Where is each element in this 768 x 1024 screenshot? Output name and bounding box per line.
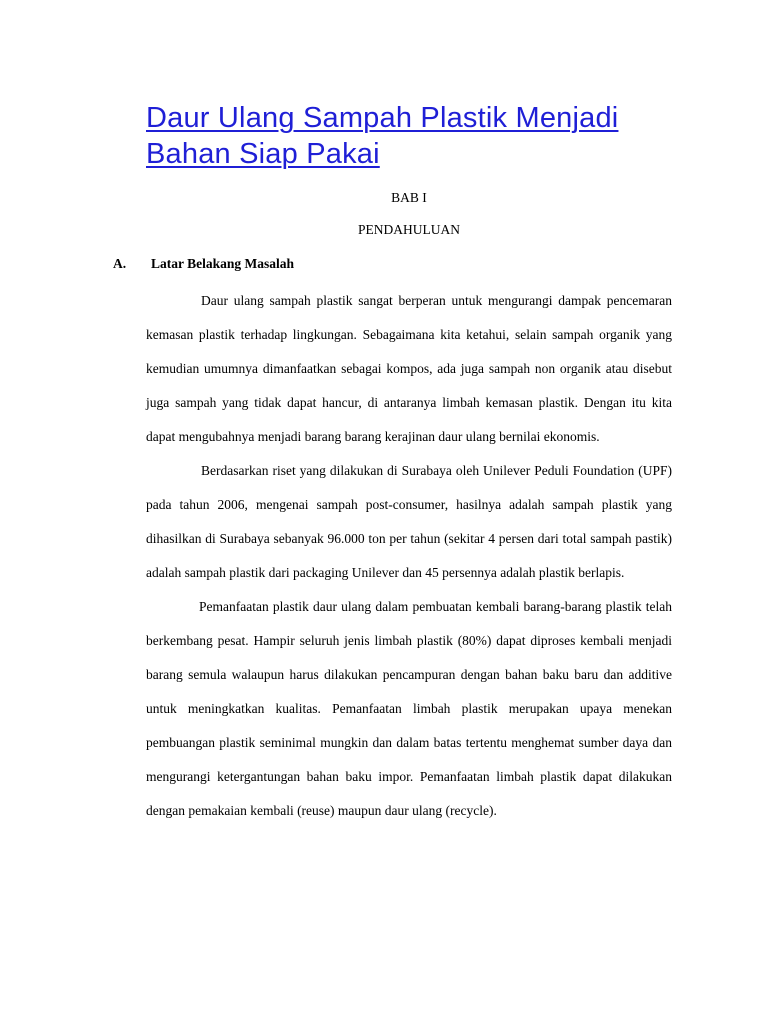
document-title-link[interactable]: Daur Ulang Sampah Plastik Menjadi Bahan Siap Pakai <box>146 102 619 170</box>
paragraph: Daur ulang sampah plastik sangat berperan untuk mengurangi dampak pencemaran kemasan plastik terhadap lingkungan. Sebagaimana kita ketahui, selain sampah organik yang kemudian umumnya dimanfaatkan sebagai kompos, ada juga sampah non organik atau disebut juga sampah yang tidak dapat hancur, di antaranya limbah kemasan plastik. Dengan itu kita dapat mengubahnya menjadi barang barang kerajinan daur ulang bernilai ekonomis. <box>146 293 672 444</box>
section-letter: A. <box>113 256 127 271</box>
section-title: Latar Belakang Masalah <box>151 256 295 271</box>
paragraph: Pemanfaatan plastik daur ulang dalam pembuatan kembali barang-barang plastik telah berkembang pesat. Hampir seluruh jenis limbah plastik (80%) dapat diproses kembali menjadi barang semula walaupun harus dilakukan pencampuran dengan bahan baku baru dan additive untuk meningkatkan kualitas. Pemanfaatan limbah plastik merupakan upaya menekan pembuangan plastik seminimal mungkin dan dalam batas tertentu menghemat sumber daya dan mengurangi ketergantungan bahan baku impor. Pemanfaatan limbah plastik dapat dilakukan dengan pemakaian kembali (reuse) maupun daur ulang (recycle). <box>146 599 672 818</box>
paragraph: Berdasarkan riset yang dilakukan di Surabaya oleh Unilever Peduli Foundation (UPF) pada tahun 2006, mengenai sampah post-consumer, hasilnya adalah sampah plastik yang dihasilkan di Surabaya sebanyak 96.000 ton per tahun (sekitar 4 persen dari total sampah pastik) adalah sampah plastik dari packaging Unilever dan 45 persennya adalah plastik berlapis. <box>146 463 672 580</box>
body-text <box>146 284 672 828</box>
chapter-title: PENDAHULUAN <box>358 222 460 237</box>
chapter-label: BAB I <box>391 190 427 205</box>
